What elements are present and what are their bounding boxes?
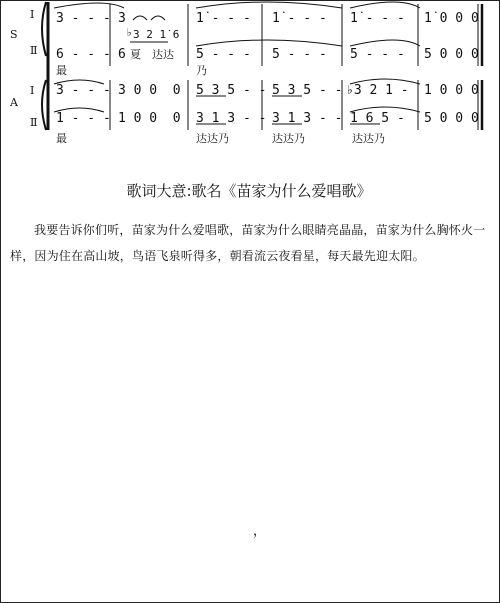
score-cell: 3 1 3 - - xyxy=(196,111,267,126)
score-cell: 6 xyxy=(118,47,126,62)
score-cell: ♭3 2 1 - xyxy=(346,83,409,98)
lyrics-paragraph: 我要告诉你们听，苗家为什么爱唱歌，苗家为什么眼睛亮晶晶，苗家为什么胸怀火一样，因为住在高山坡，鸟语飞泉听得多，朝看流云夜看星，每天最先迎太阳。 xyxy=(10,223,486,263)
score-cell: 1 6 5 - xyxy=(350,111,405,126)
score-cell: 5 3 5 - - xyxy=(272,83,343,98)
score-cell: 3 xyxy=(118,11,126,26)
score-cell: 5 - - - xyxy=(272,47,327,62)
score-cell: 1 0 0 0 xyxy=(424,83,479,98)
lyric: 夏 xyxy=(130,48,141,61)
score-cell: 5 0 0 0 xyxy=(424,47,479,62)
part-label-s-ii: Ⅱ xyxy=(30,44,38,57)
part-label-s: S xyxy=(10,28,18,41)
part-label-a-ii: Ⅱ xyxy=(30,116,38,129)
score-cell: 1 0 0 0 xyxy=(118,111,181,126)
score-cell: 3 - - - xyxy=(56,11,111,26)
score-cell: 1̇ - - - xyxy=(272,11,327,26)
lyric: 达达乃 xyxy=(196,132,229,145)
part-label-a-i: Ⅰ xyxy=(30,84,35,97)
score-cell: 5 - - - xyxy=(196,47,251,62)
lyric: 达达 xyxy=(152,48,174,61)
footer-mark: ， xyxy=(253,524,267,539)
flat-sign: ♭ xyxy=(126,26,133,39)
score-cell: 5 0 0 0 xyxy=(424,111,479,126)
part-label-a: A xyxy=(10,96,18,109)
score-cell: 1̇ - - - xyxy=(196,11,251,26)
score-cell: 3 - - - xyxy=(56,83,111,98)
score-cell: 3 0 0 0 xyxy=(118,83,181,98)
score-cell: 1̇ - - - xyxy=(350,11,405,26)
score-cell: 6 - - - xyxy=(56,47,111,62)
score-cell: 5 - - - xyxy=(350,47,405,62)
lyric: 最 xyxy=(56,64,67,77)
lyric: 最 xyxy=(56,132,67,145)
lyric: 达达乃 xyxy=(352,132,385,145)
score-cell: 3 1 3 - - xyxy=(272,111,343,126)
soprano-brace xyxy=(42,2,46,56)
lyric: 乃 xyxy=(196,64,207,77)
alto-brace xyxy=(42,80,46,130)
score-cell: 1̇ 0 0 0 xyxy=(424,11,479,26)
lyric: 达达乃 xyxy=(272,132,305,145)
score-cell: 5 3 5 - - xyxy=(196,83,267,98)
music-score xyxy=(0,0,500,160)
lyrics-heading: 歌词大意:歌名《苗家为什么爱唱歌》 xyxy=(126,182,372,200)
ornament-notes: 3 2 1̇ 6 xyxy=(133,28,180,41)
score-cell: 1 - - - xyxy=(56,111,111,126)
part-label-s-i: Ⅰ xyxy=(30,8,35,21)
